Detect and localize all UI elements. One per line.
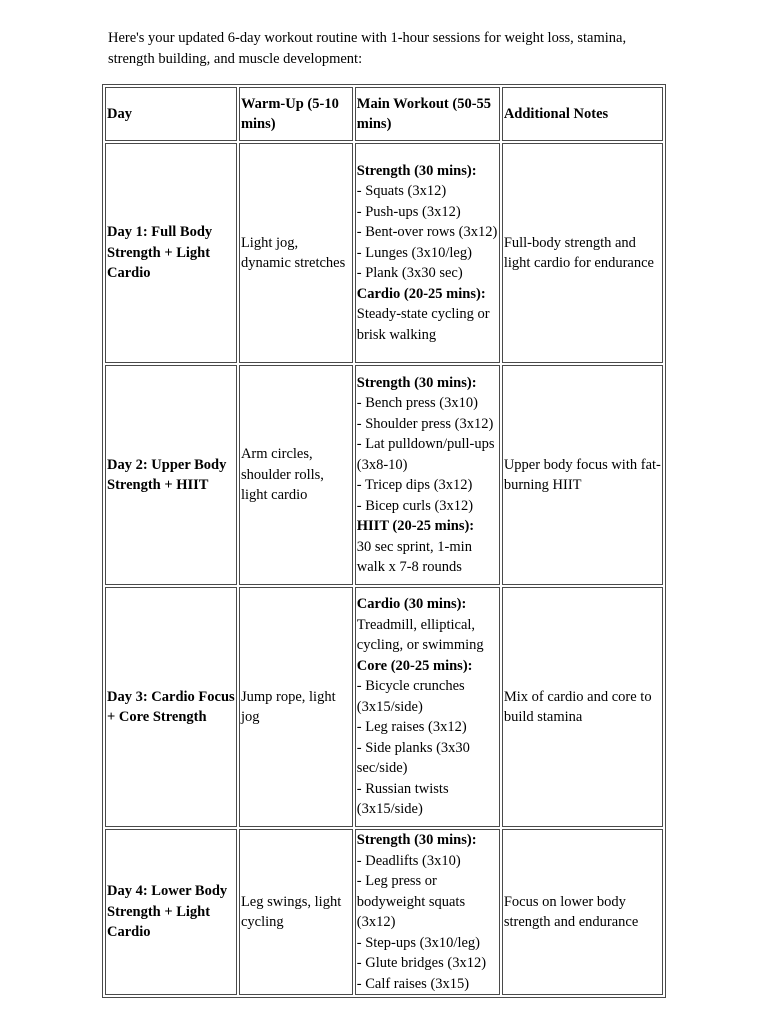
day-cell: Day 1: Full Body Strength + Light Cardio (105, 143, 237, 363)
main-workout-cell (355, 829, 500, 995)
main-workout-cell (355, 365, 500, 585)
workout-item: 30 sec sprint, 1-min walk x 7-8 rounds (356, 538, 472, 575)
table-row (105, 587, 663, 827)
notes-cell: Full-body strength and light cardio for endurance (502, 143, 663, 363)
workout-section-heading: HIIT (20-25 mins): (356, 518, 475, 534)
workout-item: - Shoulder press (3x12) (356, 415, 494, 432)
workout-item: - Push-ups (3x12) (356, 203, 461, 220)
workout-section-heading: Strength (30 mins): (356, 832, 477, 848)
notes-cell: Upper body focus with fat-burning HIIT (502, 365, 663, 585)
workout-item: - Lunges (3x10/leg) (356, 244, 472, 261)
workout-item: Treadmill, elliptical, cycling, or swimming (356, 616, 484, 654)
workout-item: - Bicycle crunches (3x15/side) (356, 678, 465, 715)
workout-section-heading: Strength (30 mins): (356, 162, 477, 179)
main-workout-cell (355, 587, 500, 827)
notes-cell: Focus on lower body strength and endurance (502, 829, 663, 995)
workout-item: - Plank (3x30 sec) (356, 265, 463, 282)
main-workout-cell (355, 143, 500, 363)
workout-item: - Bent-over rows (3x12) (356, 224, 498, 241)
workout-item: - Deadlifts (3x10) (356, 852, 461, 869)
workout-item: - Leg raises (3x12) (356, 719, 467, 736)
workout-item: - Bicep curls (3x12) (356, 497, 474, 514)
workout-table (102, 84, 666, 998)
table-row (105, 143, 663, 363)
column-header-additional-notes: Additional Notes (502, 87, 663, 141)
table-header-row (105, 87, 663, 141)
warmup-cell: Leg swings, light cycling (239, 829, 353, 995)
warmup-cell: Jump rope, light jog (239, 587, 353, 827)
day-cell: Day 4: Lower Body Strength + Light Cardio (105, 829, 237, 995)
notes-cell: Mix of cardio and core to build stamina (502, 587, 663, 827)
intro-paragraph: Here's your updated 6-day workout routine with 1-hour sessions for weight loss, stamina, strength building, and muscle development: (108, 30, 627, 67)
workout-item: Steady-state cycling or brisk walking (356, 306, 490, 343)
workout-item: - Tricep dips (3x12) (356, 477, 473, 493)
warmup-cell: Light jog, dynamic stretches (239, 143, 353, 363)
workout-item: - Side planks (3x30 sec/side) (356, 739, 470, 777)
workout-item: - Leg press or bodyweight squats (3x12) (356, 873, 466, 930)
workout-section-heading: Core (20-25 mins): (356, 657, 473, 674)
table-row (105, 829, 663, 995)
day-cell: Day 2: Upper Body Strength + HIIT (105, 365, 237, 585)
workout-section-heading: Cardio (30 mins): (356, 596, 467, 613)
warmup-cell: Arm circles, shoulder rolls, light cardio (239, 365, 353, 585)
workout-section-heading: Strength (30 mins): (356, 374, 477, 391)
column-header-day: Day (105, 87, 237, 141)
workout-item: - Lat pulldown/pull-ups (3x8-10) (356, 436, 495, 473)
workout-item: - Calf raises (3x15) (356, 975, 470, 992)
workout-item: - Squats (3x12) (356, 183, 447, 200)
workout-item: - Glute bridges (3x12) (356, 955, 487, 971)
column-header-warmup: Warm-Up (5-10 mins) (239, 87, 353, 141)
workout-item: - Bench press (3x10) (356, 395, 478, 411)
day-cell: Day 3: Cardio Focus + Core Strength (105, 587, 237, 827)
workout-item: - Russian twists (3x15/side) (356, 780, 449, 818)
workout-section-heading: Cardio (20-25 mins): (356, 285, 486, 302)
table-row (105, 365, 663, 585)
column-header-main-workout: Main Workout (50-55 mins) (355, 87, 500, 141)
workout-item: - Step-ups (3x10/leg) (356, 934, 480, 951)
